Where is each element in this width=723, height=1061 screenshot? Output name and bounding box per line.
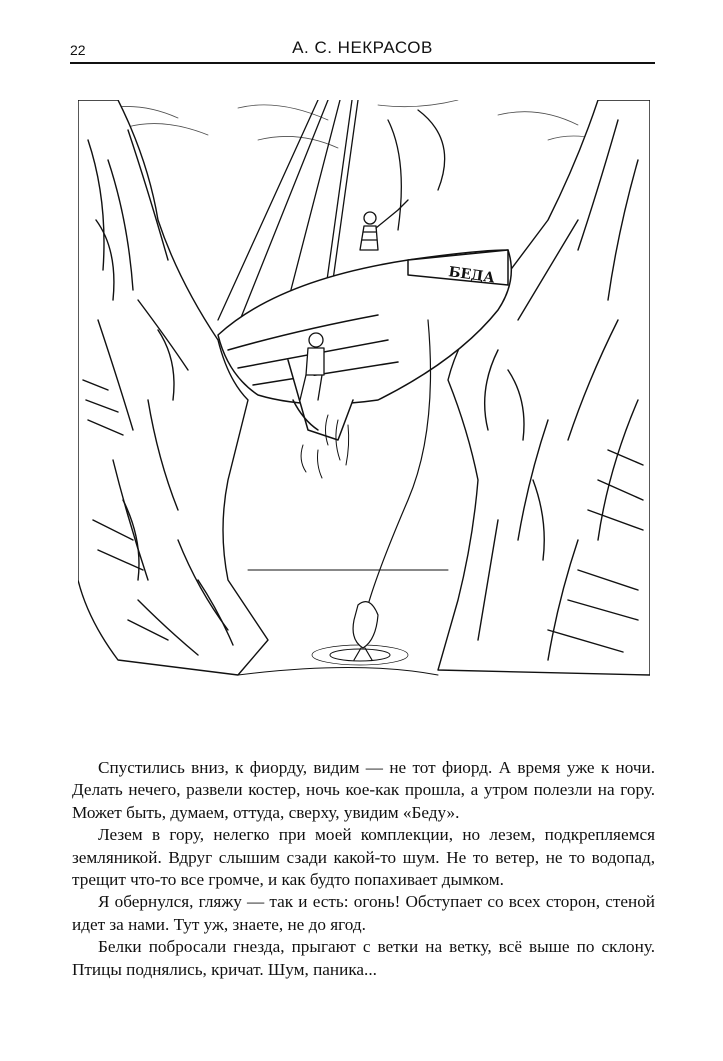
- running-title: А. С. НЕКРАСОВ: [292, 38, 433, 57]
- page-header: [70, 38, 655, 64]
- paragraph-4: Белки побросали гнезда, прыгают с ветки на ветку, всё выше по склону. Птицы поднялись, кричат. Шум, паника...: [72, 937, 655, 979]
- right-cliff: [438, 100, 650, 675]
- paragraph-2: Лезем в гору, нелегко при моей комплекции, но лезем, подкрепляемся земляникой. Вдруг слышим сзади какой-то шум. Не то ветер, не то водопад, трещит что-то все громче, и как будто попахивает дымком.: [72, 825, 655, 890]
- sky-hatching: [98, 100, 618, 148]
- water: [238, 570, 448, 675]
- paragraph-3: Я обернулся, гляжу — так и есть: огонь! Обступает со всех сторон, стеной идет за нами. Тут уж, знаете, не до ягод.: [72, 892, 655, 934]
- left-cliff: [78, 100, 268, 675]
- body-text: [72, 757, 655, 981]
- illustration-boat-between-cliffs: [78, 100, 650, 700]
- sailor-on-deck: [360, 200, 408, 250]
- page-number: 22: [70, 42, 86, 58]
- boat-name-label: БЕДА: [447, 264, 496, 287]
- paragraph-1: Спустились вниз, к фиорду, видим — не тот фиорд. А время уже к ночи. Делать нечего, развели костер, ночь кое-как прошла, а утром полезли на гору. Может быть, думаем, оттуда, сверху, увидим «Беду».: [72, 758, 655, 822]
